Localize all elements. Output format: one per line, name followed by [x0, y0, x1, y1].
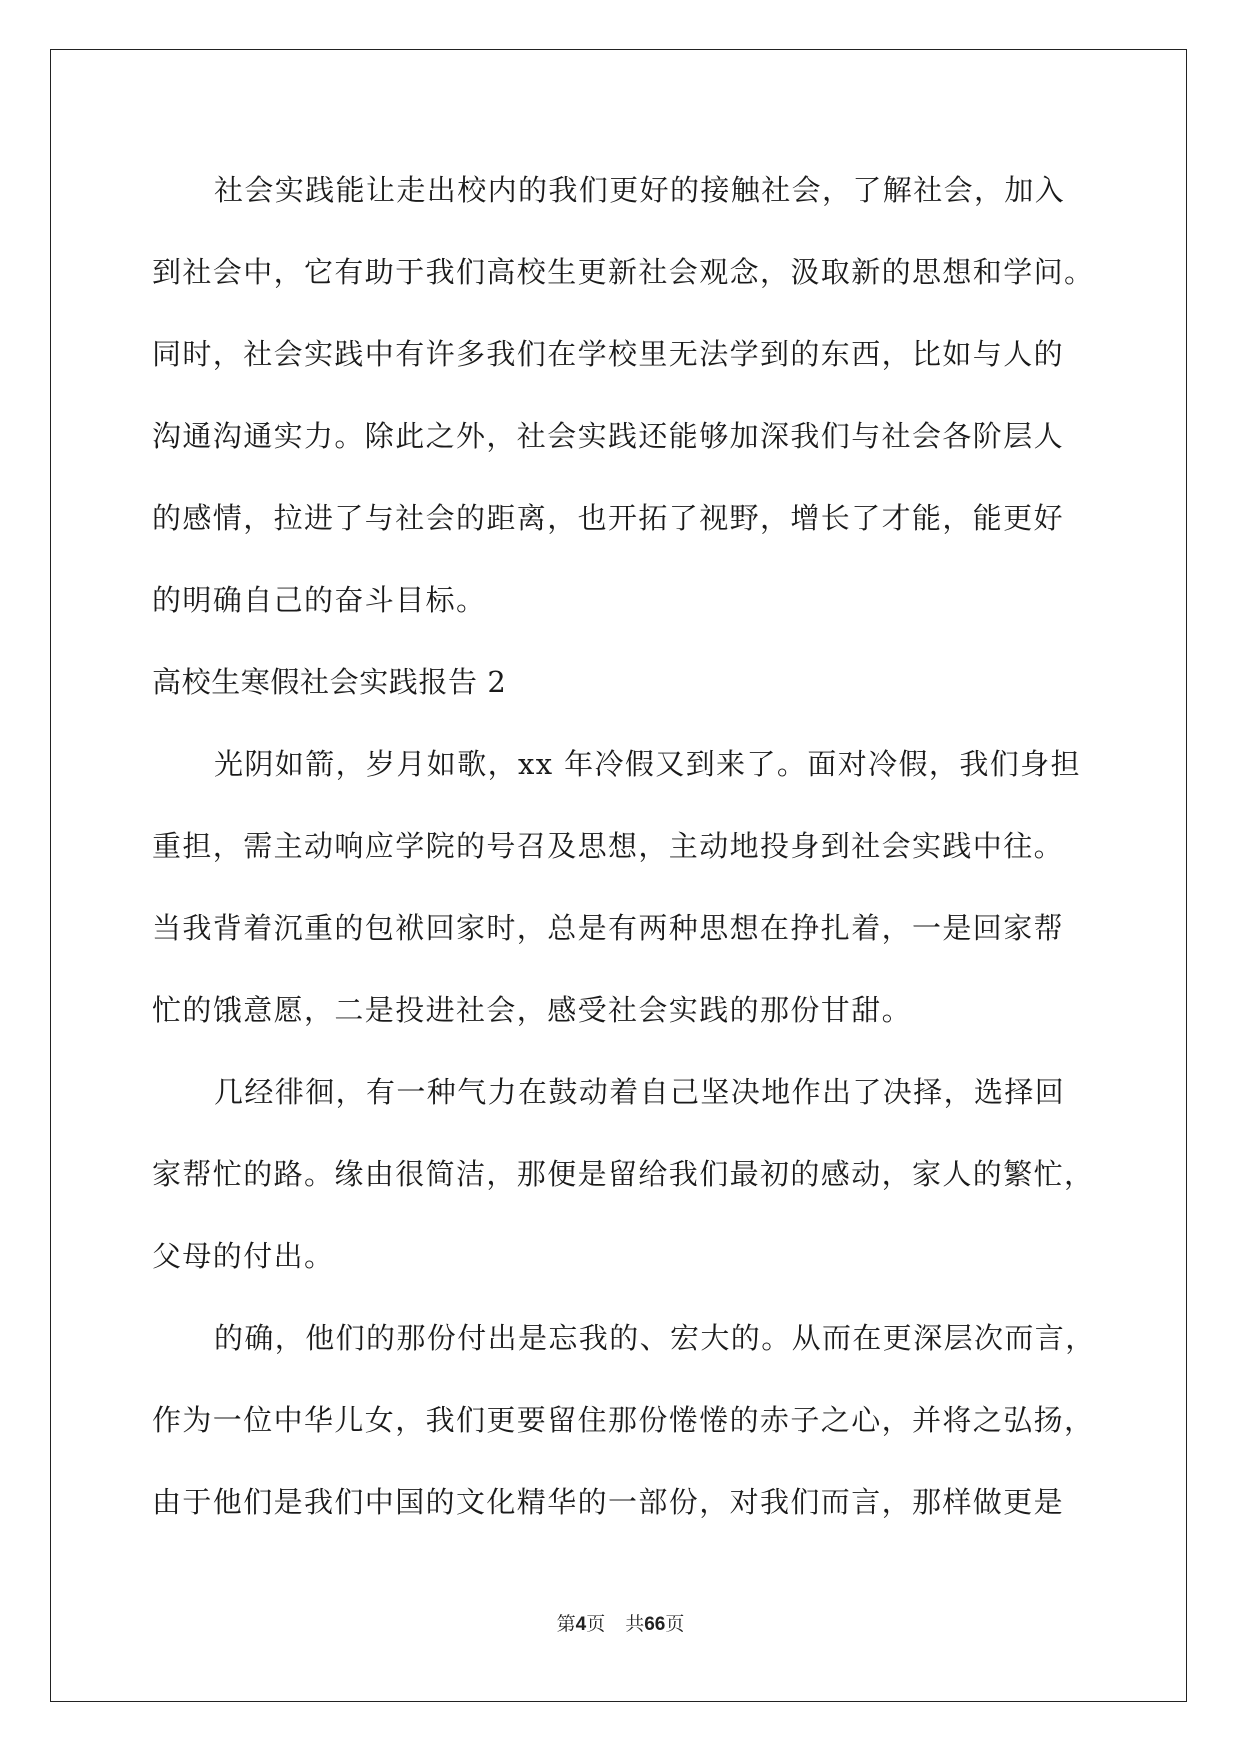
- total-label-prefix: 共: [625, 1613, 645, 1635]
- page-label-suffix: 页: [586, 1613, 606, 1635]
- paragraph-line: 社会实践能让走出校内的我们更好的接触社会，了解社会，加入: [214, 173, 1066, 207]
- paragraph-line: 同时，社会实践中有许多我们在学校里无法学到的东西，比如与人的: [152, 337, 1065, 371]
- paragraph-line: 的感情，拉进了与社会的距离，也开拓了视野，增长了才能，能更好: [152, 501, 1065, 535]
- paragraph-line: 由于他们是我们中国的文化精华的一部份，对我们而言，那样做更是: [152, 1485, 1065, 1519]
- page-border: [50, 49, 1187, 1702]
- paragraph-line: 沟通沟通实力。除此之外，社会实践还能够加深我们与社会各阶层人: [152, 419, 1065, 453]
- total-label-suffix: 页: [665, 1613, 685, 1635]
- page-footer: [0, 1612, 1241, 1637]
- total-pages: 66: [644, 1614, 666, 1635]
- paragraph-line: 的明确自己的奋斗目标。: [152, 583, 487, 617]
- paragraph-line: 作为一位中华儿女，我们更要留住那份惓惓的赤子之心，并将之弘扬，: [152, 1403, 1095, 1437]
- paragraph-line: 几经徘徊，有一种气力在鼓动着自己坚决地作出了决择，选择回: [214, 1075, 1066, 1109]
- paragraph-line: 父母的付出。: [152, 1239, 335, 1273]
- paragraph-line: 当我背着沉重的包袱回家时，总是有两种思想在挣扎着，一是回家帮: [152, 911, 1065, 945]
- page-label-prefix: 第: [556, 1613, 576, 1635]
- paragraph-line: 的确，他们的那份付出是忘我的、宏大的。从而在更深层次而言，: [214, 1321, 1096, 1355]
- paragraph-line: 重担，需主动响应学院的号召及思想，主动地投身到社会实践中往。: [152, 829, 1065, 863]
- paragraph-line: 家帮忙的路。缘由很简洁，那便是留给我们最初的感动，家人的繁忙，: [152, 1157, 1095, 1191]
- page-number: 4: [575, 1614, 587, 1635]
- paragraph-line: 到社会中，它有助于我们高校生更新社会观念，汲取新的思想和学问。: [152, 255, 1095, 289]
- section-heading: 高校生寒假社会实践报告 2: [152, 665, 507, 699]
- paragraph-line: 忙的饿意愿，二是投进社会，感受社会实践的那份甘甜。: [152, 993, 913, 1027]
- paragraph-line: 光阴如箭，岁月如歌，xx 年冷假又到来了。面对冷假，我们身担: [214, 747, 1081, 781]
